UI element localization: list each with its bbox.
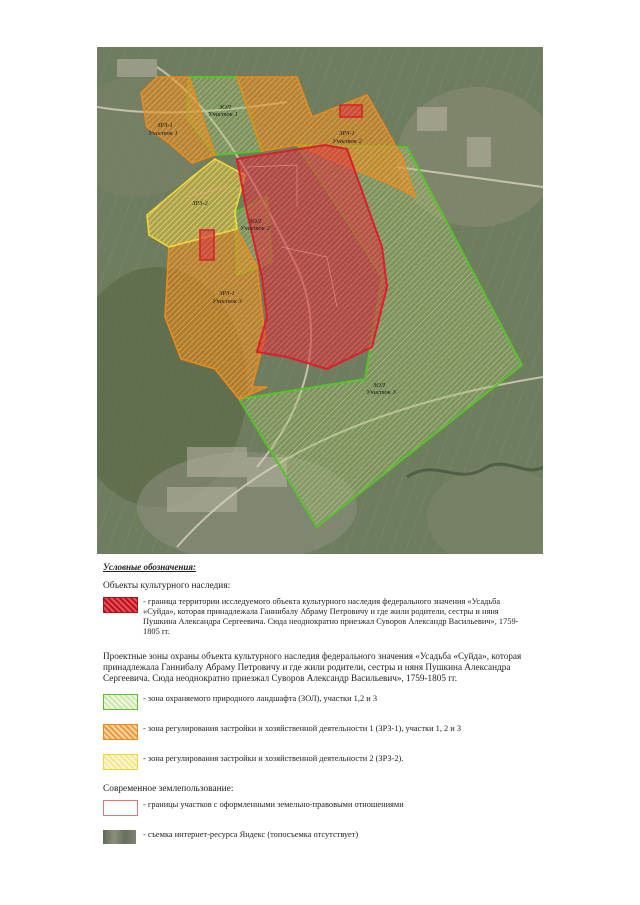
protection-zones-paragraph: Проектные зоны охраны объекта культурного наследия федерального значения «Усадьба «Суйда», которая принадлежала Ганнибалу Абраму Петровичу и где жили родители, сестры и няня Пушкина Александра Сергеевича. Сюда неоднократно приезжал Суворов Александр Васильевич», 1759-1805 гг. xyxy=(103,651,522,683)
label-zrz1-u2: ЗРЗ-1 Участок 2 xyxy=(332,130,362,145)
label-zrz1-u3: ЗРЗ-1 Участок 3 xyxy=(212,290,242,305)
satellite-swatch xyxy=(103,830,136,844)
map-legend xyxy=(103,562,533,860)
zrz2-swatch xyxy=(103,754,138,770)
zrz1-text: - зона регулирования застройки и хозяйственной деятельности 1 (ЗРЗ-1), участки 1, 2 и 3 xyxy=(143,724,462,733)
zol-swatch xyxy=(103,694,138,710)
site-plan-map xyxy=(97,47,543,554)
zrz2-text: - зона регулирования застройки и хозяйственной деятельности 2 (ЗРЗ-2). xyxy=(143,754,404,763)
label-zol-u2: ЗОЛ Участок 2 xyxy=(240,218,270,232)
parcels-text: - границы участков с оформленными земельно-правовыми отношениями xyxy=(143,800,404,809)
label-zol-u3: ЗОЛ Участок 3 xyxy=(366,382,396,396)
zol-text: - зона охраняемого природного ландшафта (ЗОЛ), участки 1,2 и 3 xyxy=(143,694,378,703)
heritage-object-small-1 xyxy=(200,230,214,260)
legend-item-survey xyxy=(103,830,533,850)
legend-item-zrz2 xyxy=(103,754,533,774)
legend-item-zol xyxy=(103,694,533,714)
legend-item-zrz1 xyxy=(103,724,533,744)
legend-item-heritage-object xyxy=(103,597,533,641)
label-zrz2: ЗРЗ-2 xyxy=(192,200,208,207)
heritage-object-small-2 xyxy=(340,105,362,117)
parcel-swatch xyxy=(103,800,138,816)
heritage-object-text: - граница территории исследуемого объекта культурного наследия федерального значения «Усадьба «Суйда», которая принадлежала Ганнибалу Абраму Петровичу и где жили родители, сестры и няня Пушкина Александра Сергеевича. Сюда неоднократно приезжал Суворов Александр Васильевич», 1759-1805 гг. xyxy=(143,597,519,636)
zrz1-swatch xyxy=(103,724,138,740)
legend-item-parcels xyxy=(103,800,533,820)
heritage-objects-heading: Объекты культурного наследия: xyxy=(103,581,231,591)
land-use-heading: Современное землепользование: xyxy=(103,784,234,794)
label-zrz1-u1: ЗРЗ-1 Участок 1 xyxy=(148,122,178,137)
legend-title: Условные обозначения: xyxy=(103,562,196,572)
heritage-object-swatch xyxy=(103,597,138,613)
survey-text: - съемка интернет-ресурса Яндекс (топосъемка отсутствует) xyxy=(143,830,359,839)
label-zol-u1: ЗОЛ Участок 1 xyxy=(208,104,238,118)
